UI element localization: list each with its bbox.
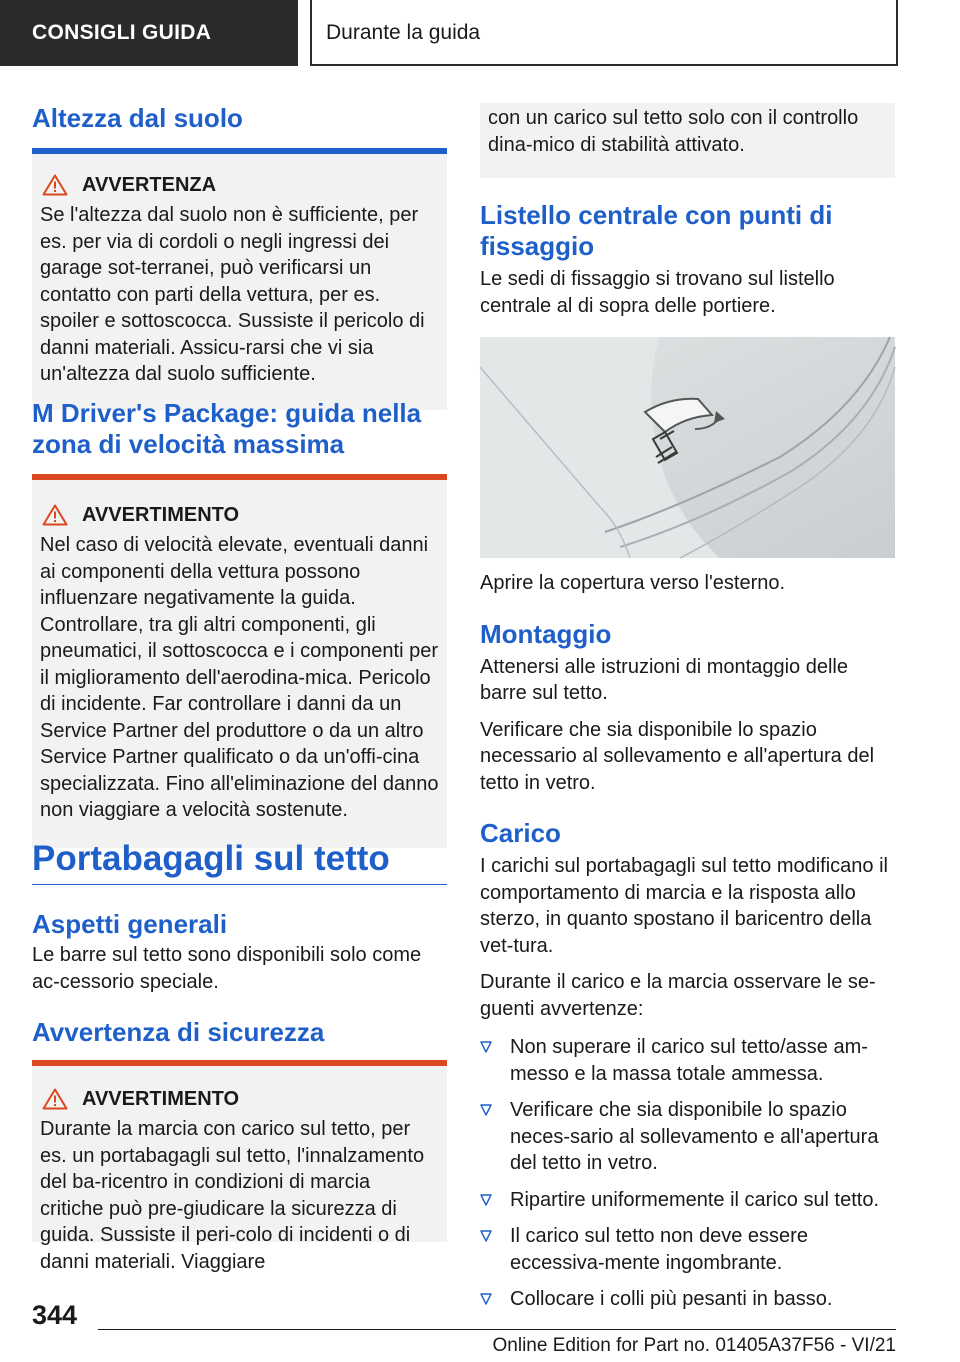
montaggio-heading: Montaggio	[480, 618, 612, 649]
list-item: Collocare i colli più pesanti in basso.	[480, 1286, 895, 1313]
montaggio-text-2: Verificare che sia disponibile lo spazio necessario al sollevamento e all'apertura del tetto in vetro.	[480, 718, 875, 794]
right-column	[480, 103, 895, 1323]
warning-box-altezza	[32, 154, 447, 410]
warning-continued-text: con un carico sul tetto solo con il controllo dina-mico di stabilità attivato.	[488, 107, 859, 156]
figure-caption: Aprire la copertura verso l'esterno.	[480, 572, 786, 594]
warning-text: Durante la marcia con carico sul tetto, per es. un portabagagli sul tetto, l'innalzamento del ba-ricentro in condizioni di marcia critiche può pre-giudicare la sicurezza di guida. Sussiste il peri-colo di incidenti o di danni materiali. Viaggiare	[40, 1118, 425, 1273]
mdp-heading: M Driver's Package: guida nella zona di velocità massima	[32, 398, 422, 459]
listello-heading: Listello centrale con punti di fissaggio	[480, 200, 833, 261]
aspetti-text: Le barre sul tetto sono disponibili solo come ac-cessorio speciale.	[32, 944, 422, 993]
warning-box-sicurezza	[32, 1066, 447, 1273]
edition-label: Online Edition for Part no. 01405A37F56 - VI/21	[492, 1335, 896, 1356]
carico-text-2: Durante il carico e la marcia osservare le se-guenti avvertenze:	[480, 971, 876, 1020]
portabagagli-heading: Portabagagli sul tetto	[32, 839, 390, 878]
warning-box-mdp	[32, 480, 447, 848]
warning-triangle-icon	[42, 174, 68, 196]
listello-text: Le sedi di fissaggio si trovano sul listello centrale al di sopra delle portiere.	[480, 268, 835, 317]
bullet-triangle-icon	[480, 1194, 492, 1206]
chapter-box	[312, 0, 898, 66]
warning-box-continued	[480, 103, 895, 178]
left-mdp-section	[32, 398, 447, 848]
list-item: Verificare che sia disponibile lo spazio neces-sario al sollevamento e all'apertura del tetto in vetro.	[480, 1097, 895, 1177]
warning-text: Nel caso di velocità elevate, eventuali danni ai componenti della vettura possono influenzare negativamente la guida. Controllare, tra gli altri componenti, gli pneumatici, il sottoscocca e i componenti per il miglioramento dell'aerodina-mica. Pericolo di incidente. Far controllare i danni da un Service Partner del produttore o da un altro Service Partner qualificato o da un'offi-cina specializzata. Fino all'eliminazione del danno non viaggiare a velocità sostenute.	[40, 534, 439, 821]
bullet-triangle-icon	[480, 1293, 492, 1305]
page-number: 344	[32, 1300, 78, 1330]
list-item: Ripartire uniformemente il carico sul tetto.	[480, 1187, 895, 1214]
list-item: Il carico sul tetto non deve essere eccessiva-mente ingombrante.	[480, 1223, 895, 1276]
avvertenza-sicurezza-heading: Avvertenza di sicurezza	[32, 1017, 325, 1047]
bullet-triangle-icon	[480, 1041, 492, 1053]
footer-rule	[98, 1329, 896, 1330]
roof-rail-illustration	[480, 337, 895, 558]
warning-label: AVVERTIMENTO	[82, 504, 240, 526]
section-tab: CONSIGLI GUIDA	[0, 0, 298, 66]
warning-text: Se l'altezza dal suolo non è sufficiente, per es. per via di cordoli o negli ingressi dei garage sot-terranei, può verificarsi un contatto con parti della vettura, per es. spoiler e sottoscocca. Sussiste il pericolo di danni materiali. Assicu-rarsi che vi sia un'altezza dal suolo sufficiente.	[40, 204, 425, 385]
carico-list	[480, 1034, 895, 1313]
chapter-title: Durante la guida	[326, 21, 481, 44]
page-header	[0, 0, 960, 66]
left-column	[32, 103, 447, 410]
roof-rail-figure	[480, 337, 895, 558]
warning-label: AVVERTENZA	[82, 174, 217, 196]
bullet-triangle-icon	[480, 1230, 492, 1242]
altezza-heading: Altezza dal suolo	[32, 103, 243, 133]
list-item: Non superare il carico sul tetto/asse am-messo e la massa totale ammessa.	[480, 1034, 895, 1087]
aspetti-heading: Aspetti generali	[32, 909, 228, 939]
carico-heading: Carico	[480, 818, 561, 848]
carico-text-1: I carichi sul portabagagli sul tetto modificano il comportamento di marcia e la risposta allo sterzo, in quanto spostano il baricentro della vet-tura.	[480, 855, 888, 957]
bullet-triangle-icon	[480, 1104, 492, 1116]
chapter-rule	[32, 884, 447, 885]
warning-label: AVVERTIMENTO	[82, 1088, 240, 1110]
warning-triangle-icon	[42, 1088, 68, 1110]
left-portabagagli-section	[32, 838, 447, 1273]
montaggio-text-1: Attenersi alle istruzioni di montaggio delle barre sul tetto.	[480, 655, 848, 704]
warning-triangle-icon	[42, 504, 68, 526]
